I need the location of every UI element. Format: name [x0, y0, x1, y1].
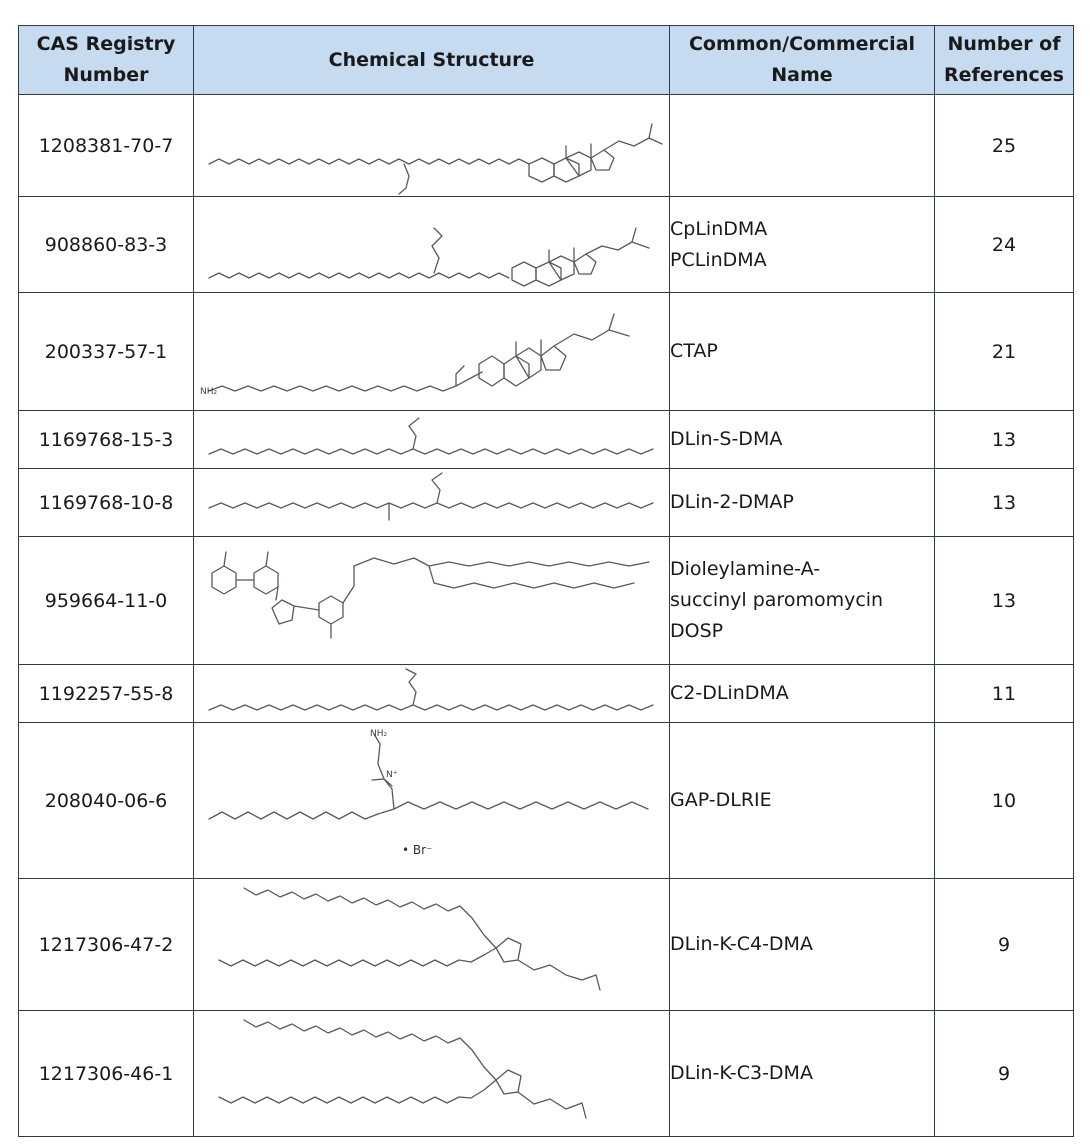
- reference-count-cell: 10: [935, 723, 1074, 879]
- header-common-name: Common/Commercial Name: [670, 26, 935, 95]
- cas-number-cell: 208040-06-6: [19, 723, 194, 879]
- chemical-structure-image: [194, 197, 670, 293]
- chemical-structure-image: [194, 723, 670, 879]
- table-row: [19, 723, 1074, 879]
- table-row: [19, 411, 1074, 469]
- header-row: [19, 26, 1074, 95]
- svg-text:NH₂: NH₂: [370, 728, 388, 739]
- cas-number-cell: 1208381-70-7: [19, 95, 194, 197]
- table-row: [19, 197, 1074, 293]
- chemical-structure-image: [194, 95, 670, 197]
- table-row: [19, 469, 1074, 537]
- chemical-structure-image: [194, 537, 670, 665]
- reference-count-cell: 13: [935, 469, 1074, 537]
- header-cas-number: CAS Registry Number: [19, 26, 194, 95]
- common-name-cell: Dioleylamine-A- succinyl paromomycin DOSP: [670, 537, 935, 665]
- reference-count-cell: 13: [935, 411, 1074, 469]
- counterion-label: • Br⁻: [402, 842, 433, 857]
- table-row: [19, 1011, 1074, 1137]
- cas-number-cell: 1192257-55-8: [19, 665, 194, 723]
- header-chemical-structure: Chemical Structure: [194, 26, 670, 95]
- header-number-of-references: Number of References: [935, 26, 1074, 95]
- cas-number-cell: 200337-57-1: [19, 293, 194, 411]
- cas-number-cell: 1169768-15-3: [19, 411, 194, 469]
- reference-count-cell: 13: [935, 537, 1074, 665]
- chemical-structure-image: [194, 665, 670, 723]
- common-name-cell: GAP-DLRIE: [670, 723, 935, 879]
- chemical-structure-image: [194, 879, 670, 1011]
- reference-count-cell: 9: [935, 1011, 1074, 1137]
- common-name-cell: DLin-S-DMA: [670, 411, 935, 469]
- chemical-structure-image: [194, 469, 670, 537]
- reference-count-cell: 9: [935, 879, 1074, 1011]
- svg-text:N⁺: N⁺: [386, 769, 398, 780]
- cas-registry-table: [18, 25, 1074, 1137]
- table-row: [19, 665, 1074, 723]
- reference-count-cell: 24: [935, 197, 1074, 293]
- chemical-structure-image: [194, 293, 670, 411]
- common-name-cell: [670, 95, 935, 197]
- common-name-cell: DLin-K-C3-DMA: [670, 1011, 935, 1137]
- chemical-structure-image: [194, 411, 670, 469]
- chemical-structure-image: [194, 1011, 670, 1137]
- reference-count-cell: 25: [935, 95, 1074, 197]
- cas-number-cell: 1217306-47-2: [19, 879, 194, 1011]
- common-name-cell: CTAP: [670, 293, 935, 411]
- table-row: [19, 537, 1074, 665]
- common-name-cell: DLin-2-DMAP: [670, 469, 935, 537]
- cas-number-cell: 959664-11-0: [19, 537, 194, 665]
- cas-number-cell: 1169768-10-8: [19, 469, 194, 537]
- svg-text:NH₂: NH₂: [200, 386, 218, 397]
- cas-number-cell: 908860-83-3: [19, 197, 194, 293]
- common-name-cell: C2-DLinDMA: [670, 665, 935, 723]
- reference-count-cell: 21: [935, 293, 1074, 411]
- table-row: [19, 95, 1074, 197]
- common-name-cell: CpLinDMA PCLinDMA: [670, 197, 935, 293]
- reference-count-cell: 11: [935, 665, 1074, 723]
- table-row: [19, 879, 1074, 1011]
- table-row: [19, 293, 1074, 411]
- common-name-cell: DLin-K-C4-DMA: [670, 879, 935, 1011]
- cas-number-cell: 1217306-46-1: [19, 1011, 194, 1137]
